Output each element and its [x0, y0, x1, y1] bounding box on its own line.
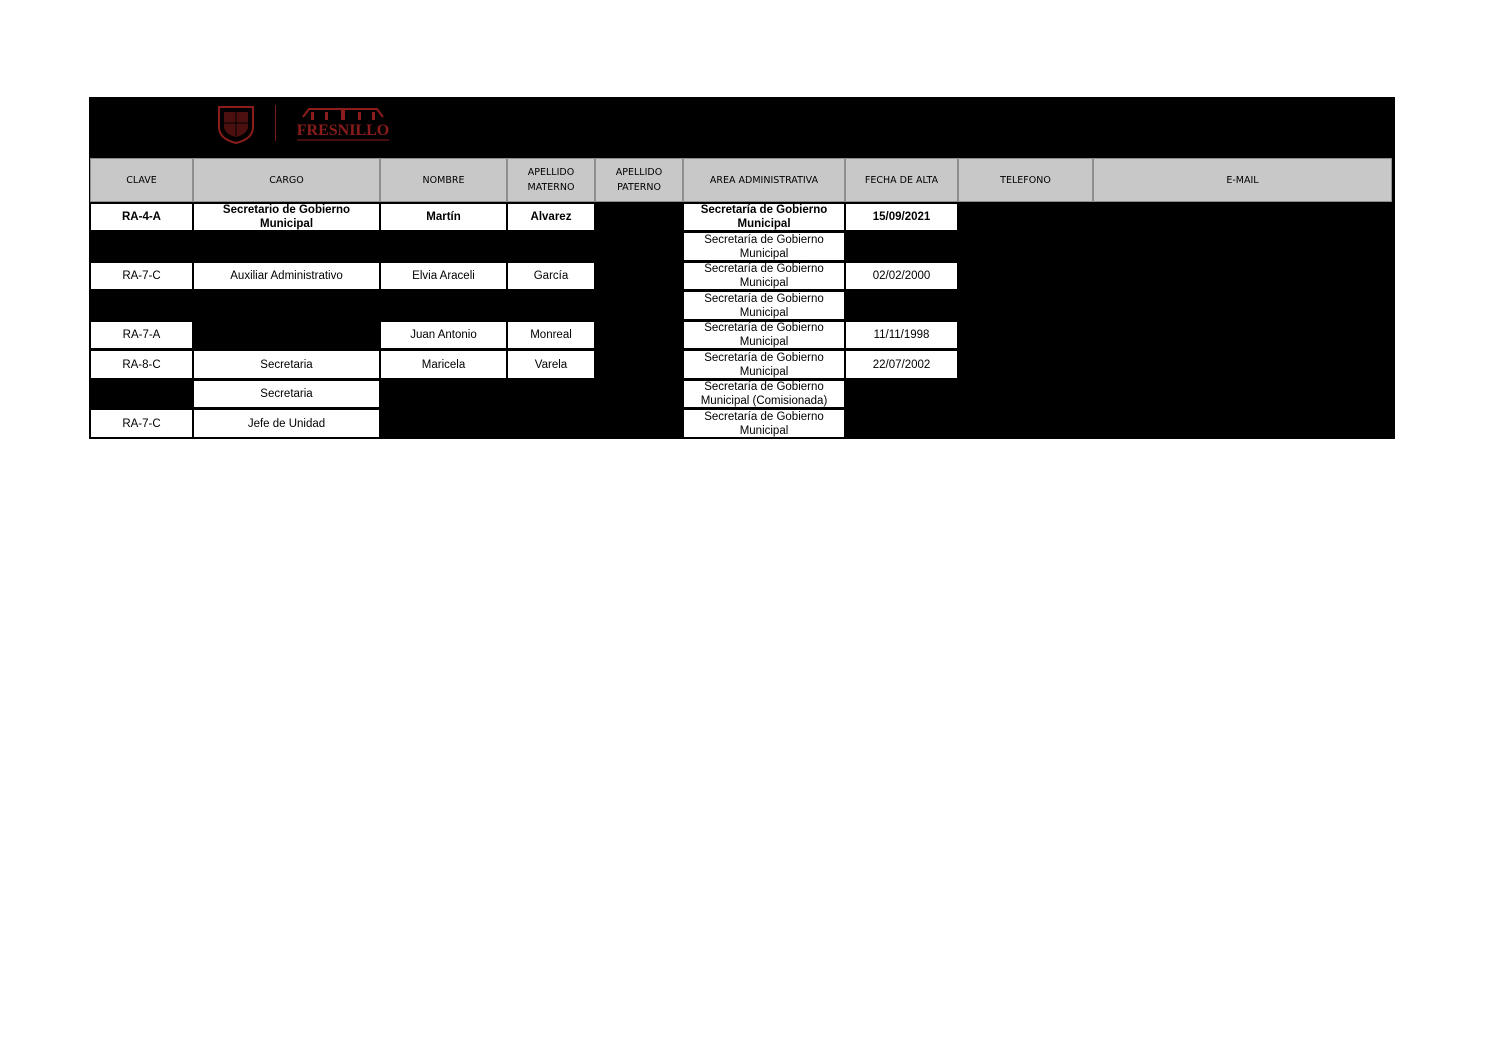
row-1-apellido-materno: Alvarez — [507, 203, 595, 231]
row-6-area: Secretaría de Gobierno Municipal — [683, 350, 845, 379]
header-apellido-materno: APELLIDO MATERNO — [507, 158, 595, 202]
row-4-area: Secretaría de Gobierno Municipal — [683, 291, 845, 320]
svg-text:FRESNILLO: FRESNILLO — [296, 122, 390, 139]
row-8-area: Secretaría de Gobierno Municipal — [683, 409, 845, 438]
header-nombre: NOMBRE — [380, 158, 507, 202]
row-2-area: Secretaría de Gobierno Municipal — [683, 232, 845, 261]
fresnillo-logo — [289, 103, 397, 143]
row-3-apellido-materno: García — [507, 262, 595, 290]
row-6-nombre: Maricela — [380, 350, 507, 379]
row-5-nombre: Juan Antonio — [380, 321, 507, 349]
row-1-clave: RA-4-A — [90, 203, 193, 231]
header-cargo: CARGO — [193, 158, 380, 202]
municipal-seal-icon — [215, 103, 257, 145]
header-fecha-alta: FECHA DE ALTA — [845, 158, 958, 202]
header-area-administrativa: AREA ADMINISTRATIVA — [683, 158, 845, 202]
row-3-nombre: Elvia Araceli — [380, 262, 507, 290]
logo-band — [89, 97, 1395, 157]
row-6-clave: RA-8-C — [90, 350, 193, 379]
row-5-apellido-materno: Monreal — [507, 321, 595, 349]
header-telefono: TELEFONO — [958, 158, 1093, 202]
row-3-clave: RA-7-C — [90, 262, 193, 290]
row-8-cargo: Jefe de Unidad — [193, 409, 380, 438]
row-3-cargo: Auxiliar Administrativo — [193, 262, 380, 290]
row-3-area: Secretaría de Gobierno Municipal — [683, 262, 845, 290]
row-1-fecha-alta: 15/09/2021 — [845, 203, 958, 231]
row-3-fecha-alta: 02/02/2000 — [845, 262, 958, 290]
row-6-apellido-materno: Varela — [507, 350, 595, 379]
row-5-fecha-alta: 11/11/1998 — [845, 321, 958, 349]
header-clave: CLAVE — [90, 158, 193, 202]
header-email: E-MAIL — [1093, 158, 1392, 202]
logo-divider — [275, 105, 276, 141]
row-7-area: Secretaría de Gobierno Municipal (Comisionada) — [683, 380, 845, 408]
row-1-area: Secretaría de Gobierno Municipal — [683, 203, 845, 231]
row-1-nombre: Martín — [380, 203, 507, 231]
row-7-cargo: Secretaria — [193, 380, 380, 408]
row-6-cargo: Secretaria — [193, 350, 380, 379]
row-5-area: Secretaría de Gobierno Municipal — [683, 321, 845, 349]
header-apellido-paterno: APELLIDO PATERNO — [595, 158, 683, 202]
row-8-clave: RA-7-C — [90, 409, 193, 438]
row-5-clave: RA-7-A — [90, 321, 193, 349]
directory-sheet — [89, 97, 1395, 439]
row-6-fecha-alta: 22/07/2002 — [845, 350, 958, 379]
row-1-cargo: Secretario de Gobierno Municipal — [193, 203, 380, 231]
